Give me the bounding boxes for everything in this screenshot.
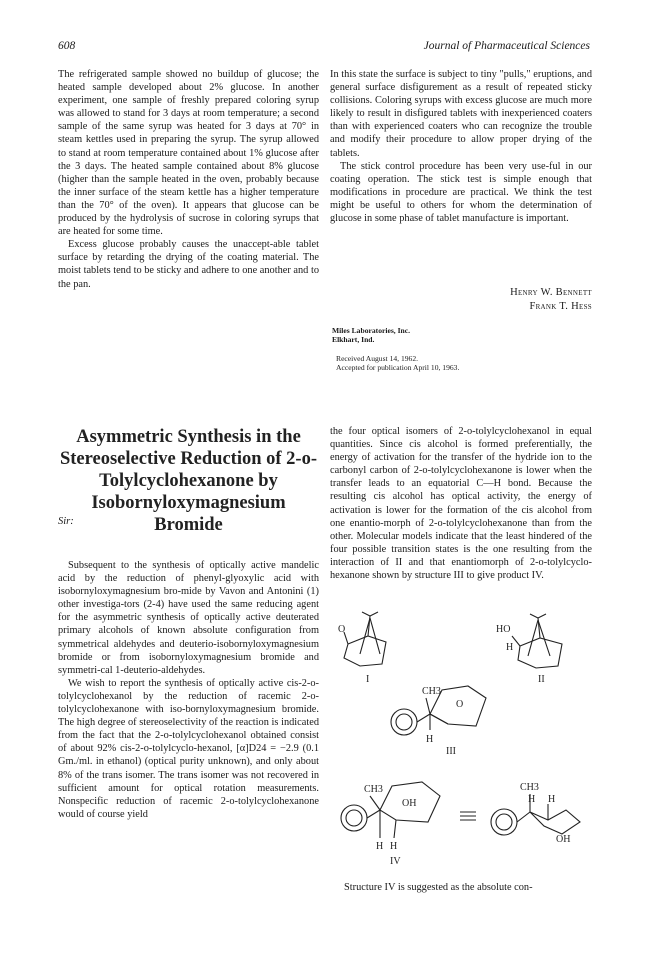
article-title: Asymmetric Synthesis in the Stereoselective Reduction of 2-o-Tolylcyclohexanone by Isobornyloxymagnesium Bromide: [59, 427, 318, 535]
paragraph: The stick control procedure has been very use-ful in our coating operation. The stick test is simple enough that modifications in procedure are practical. We think the test might be useful to others for whom the determination of glucose in some phase of tablet manufacture is important.: [330, 160, 592, 225]
paragraph: In this state the surface is subject to tiny "pulls," eruptions, and general surface disfigurement as a result of repeated sticky collisions. Coloring syrups with excess glucose are much more likely to result in disfigured tablets with inexperienced coaters than with experienced coaters who can recognize the trouble and modify their procedure to allow proper drying of the tablets.: [330, 69, 592, 159]
prev-article-col2: [330, 68, 592, 225]
structure-iii: [391, 686, 486, 757]
page-number: 608: [58, 40, 76, 52]
structure-iv: [341, 782, 476, 867]
author-name: Frank T. Hess: [529, 301, 592, 312]
journal-title: Journal of Pharmaceutical Sciences: [423, 40, 590, 52]
paragraph: We wish to report the synthesis of optically active cis-2-o-tolylcyclohexanol by the reduction of racemic 2-o-tolylcyclohexanone with iso-bornyloxymagnesium bromide. The high degree of stereoselectivity of the reaction is indicated from the fact that the 2-o-tolylcyclohexanol obtained consist of about 92% cis-2-o-tolylcyclo-hexanol, [α]D24 = −2.9 (0.1 Gm./ml. in ethanol) (optical purity unknown), and only about 8% of the trans isomer. The trans isomer was not recovered in sufficient amount for optical rotation measurements. Nonspecific reduction of racemic 2-o-tolylcyclohexanone would of course yield: [58, 677, 319, 820]
paragraph: The refrigerated sample showed no buildup of glucose; the heated sample developed about 2% glucose. In another experiment, one sample of freshly prepared coloring syrup was allowed to stand for 3 days at room temperature; a second sample of the same syrup was heated for 3 days at 70° in steam kettles used in preparing the syrup. The syrup allowed to stand at room temperature contained about 1% glucose after the 3 days. The heated sample contained about 8% glucose (higher than the sample heated in the oven, probably because the inner surface of the steam kettle has a higher temperature than the 70° of the oven). It appears that glucose can be produced by the hydrolysis of sucrose in coloring syrups that are heated for some time.: [58, 69, 319, 238]
atom-label: H: [426, 734, 434, 745]
structure-label: III: [446, 746, 456, 757]
article-col2: [330, 425, 592, 582]
affiliation-line: Elkhart, Ind.: [332, 335, 375, 344]
atom-label: O: [338, 624, 346, 635]
atom-label: H: [528, 794, 536, 805]
atom-label: H: [390, 841, 398, 852]
article-col1: [58, 559, 319, 821]
atom-label: H: [506, 642, 514, 653]
atom-label: H: [376, 841, 384, 852]
prev-article-col1: [58, 68, 319, 291]
author-name: Henry W. Bennett: [510, 287, 592, 298]
atom-label: H: [548, 794, 556, 805]
structure-label: IV: [390, 856, 401, 867]
atom-label: CH3: [364, 784, 383, 795]
structure-label: II: [538, 674, 545, 685]
structure-ii: [496, 614, 562, 685]
accepted-date: Accepted for publication April 10, 1963.: [336, 363, 460, 372]
structure-iv-chair: [491, 782, 580, 845]
structures-drawing: [330, 606, 592, 878]
chemical-structures: [330, 606, 592, 878]
atom-label: CH3: [520, 782, 539, 793]
atom-label: O: [456, 699, 464, 710]
atom-label: OH: [556, 834, 571, 845]
affiliation: [332, 326, 410, 344]
paragraph: Excess glucose probably causes the unaccept-able tablet surface by retarding the drying of the coating material. The moist tablets tend to be sticky and adhere to one another and to the pan.: [58, 239, 319, 290]
received-dates: [336, 354, 459, 372]
structure-i: [338, 612, 386, 685]
structure-label: I: [366, 674, 370, 685]
atom-label: OH: [402, 798, 417, 809]
atom-label: CH3: [422, 686, 441, 697]
atom-label: HO: [496, 624, 511, 635]
paragraph: Subsequent to the synthesis of optically active mandelic acid by the reduction of phenyl-glyoxylic acid with isobornyloxymagnesium bro-mide by Vavon and Antonini (1) other investiga-tors (2-4) have used the same reducing agent for the asymmetric synthesis of optically active deuterated primary alcohols of known absolute configuration from symmetrical aldehydes and deuterio-isobornyloxymagnesium bromide or from isobornyloxymagnesium bromide and symmetri-cal 1-deuterio-aldehydes.: [58, 560, 319, 676]
paragraph: the four optical isomers of 2-o-tolylcyclohexanol in equal quantities. Since cis alcohol is formed preferentially, the energy of activation for the transfer of the hydride ion to the carbonyl carbon of 2-o-tolylcyclohexanone is lower when the transfer leads to an equatorial C—H bond. Because the resulting cis alcohol has optical activity, the energy of activation is lower for the formation of the cis alcohol from one enantio-morph of 2-o-tolylcyclohexanone than from the other. Molecular models indicate that the least hindered of the four possible transition states is the one resulting from the interaction of II and that enantiomorph of 2-o-tolylcyclo-hexanone shown by structure III to give product IV.: [330, 426, 592, 582]
received-date: Received August 14, 1962.: [336, 354, 419, 363]
affiliation-line: Miles Laboratories, Inc.: [332, 326, 411, 335]
salutation: Sir:: [58, 516, 74, 527]
closing-line: Structure IV is suggested as the absolute con-: [344, 882, 533, 893]
